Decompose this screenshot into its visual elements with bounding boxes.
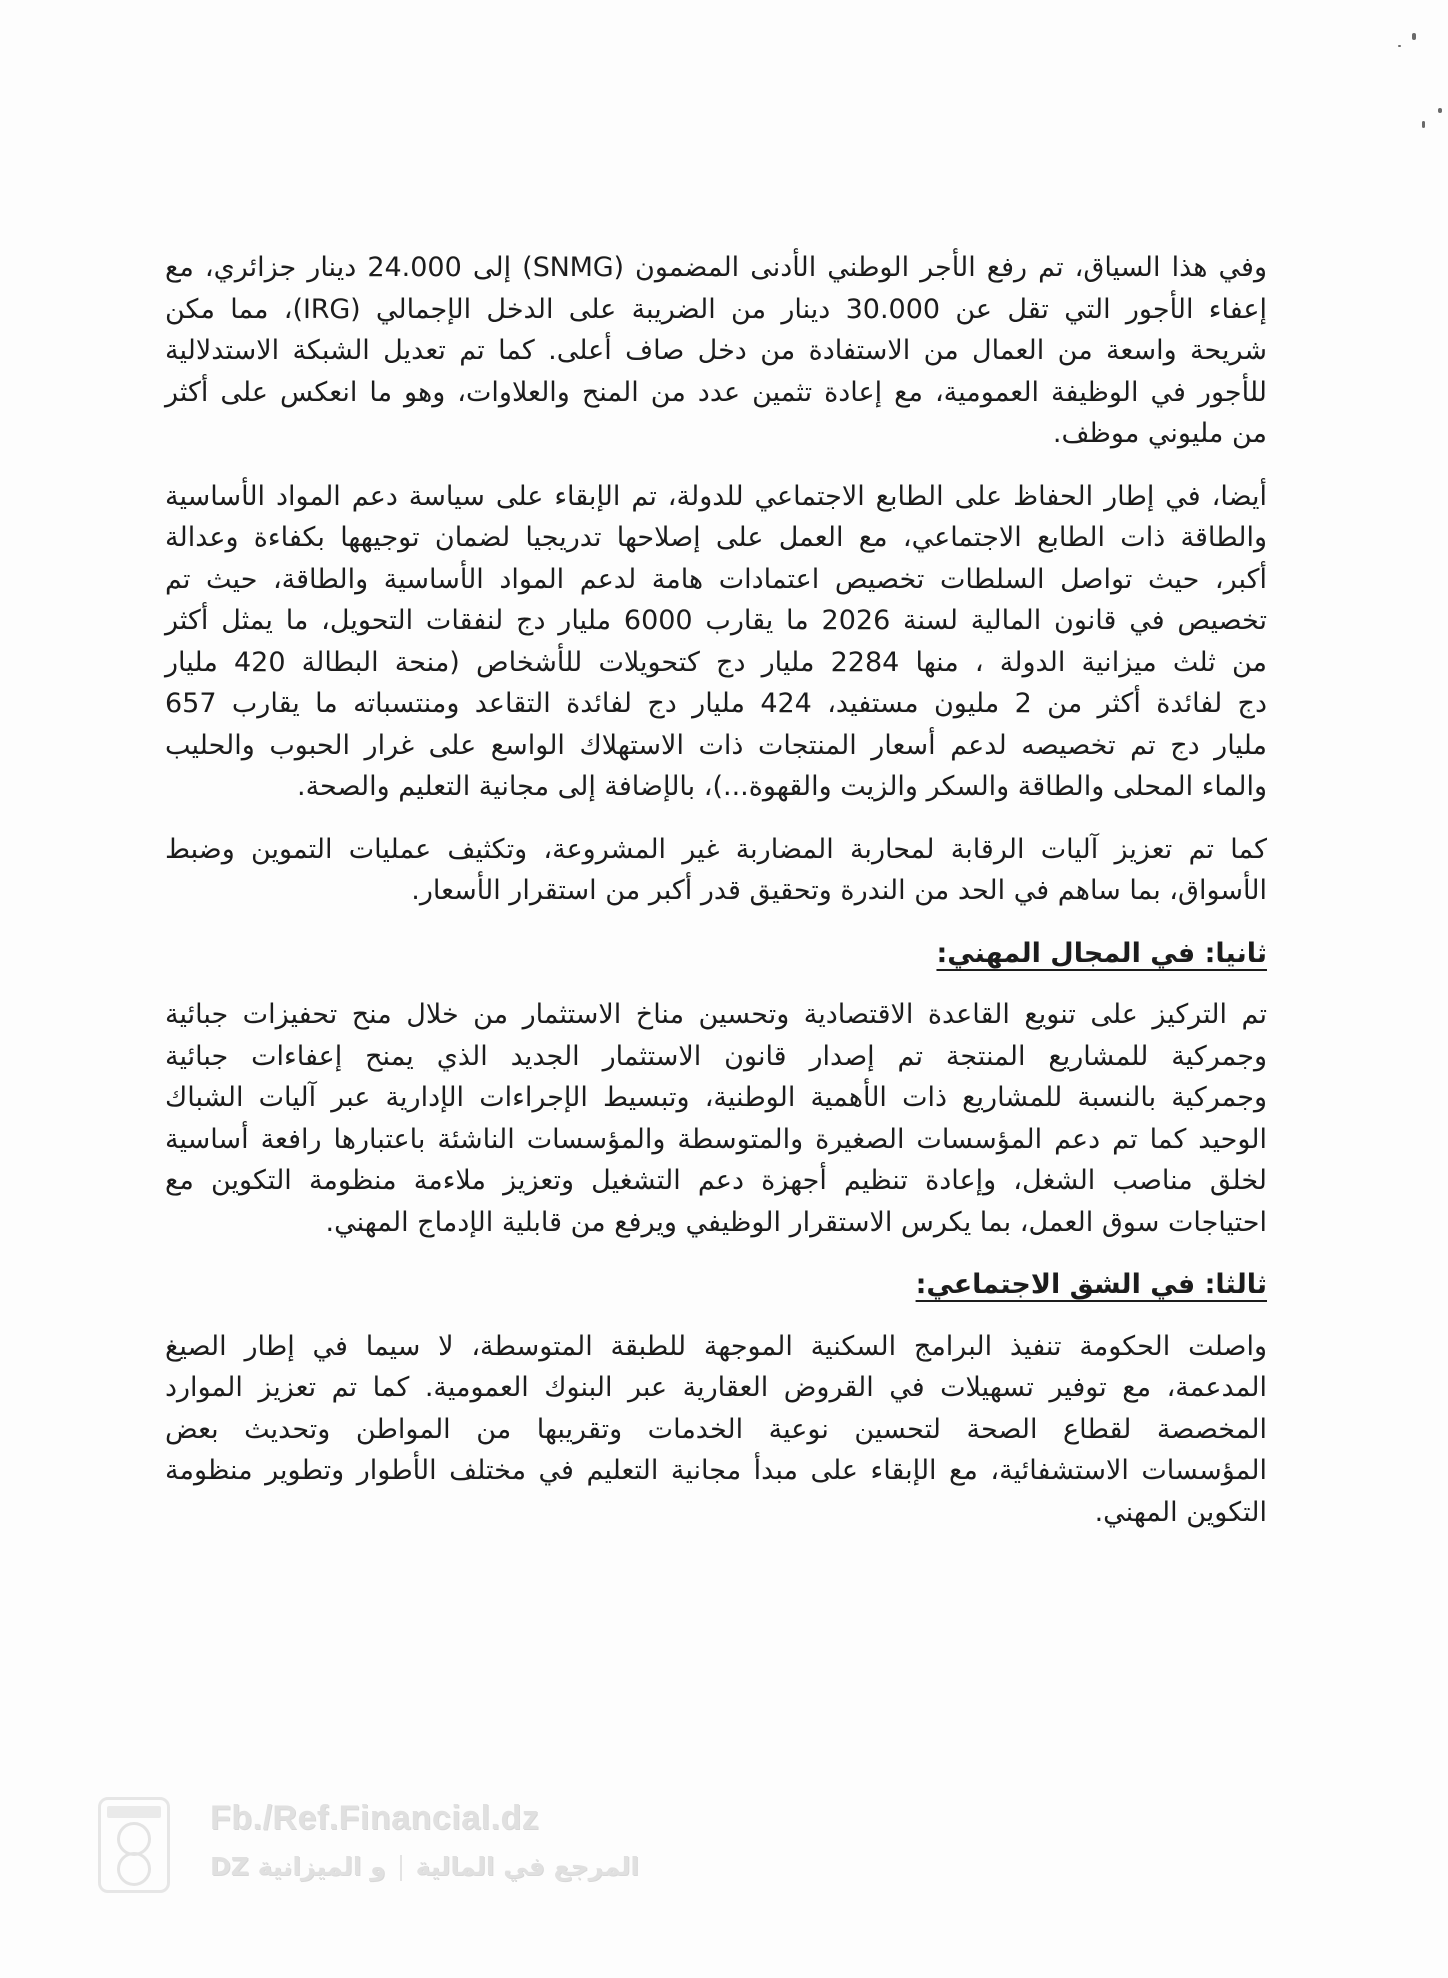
text-line: احتياجات سوق العمل، بما يكرس الاستقرار الوظيفي ويرفع من قابلية الإدماج المهني. <box>325 1206 1267 1238</box>
text-line: أيضا، في إطار الحفاظ على الطابع الاجتماعي للدولة، تم الإبقاء على سياسة دعم المواد الأساسية <box>165 480 1267 512</box>
text-line: من ثلث ميزانية الدولة ، منها 2284 مليار دج كتحويلات للأشخاص (منحة البطالة 420 مليار <box>165 646 1267 678</box>
text-line: تخصيص في قانون المالية لسنة 2026 ما يقارب 6000 مليار دج لنفقات التحويل، ما يمثل أكثر <box>165 605 1267 636</box>
scan-speck <box>1412 33 1416 40</box>
watermark-separator <box>400 1855 402 1881</box>
text-line: الوحيد كما تم دعم المؤسسات الصغيرة والمتوسطة والمؤسسات الناشئة باعتبارها رافعة أساسية <box>165 1123 1267 1155</box>
paragraph-market-control <box>165 829 1267 912</box>
watermark <box>98 1797 638 1907</box>
watermark-url: Fb./Ref.Financial.dz <box>210 1799 540 1837</box>
paragraph-subsidies <box>165 476 1267 808</box>
logo-ring <box>117 1822 151 1856</box>
text-line: دج لفائدة أكثر من 2 مليون مستفيد، 424 مليار دج لفائدة التقاعد ومنتسباته ما يقارب 657 <box>165 688 1267 719</box>
text-line: واصلت الحكومة تنفيذ البرامج السكنية الموجهة للطبقة المتوسطة، لا سيما في إطار الصيغ <box>165 1330 1267 1362</box>
text-line: للأجور في الوظيفة العمومية، مع إعادة تثمين عدد من المنح والعلاوات، وهو ما انعكس على أكثر <box>165 376 1267 408</box>
logo-ring <box>117 1852 151 1886</box>
text-line: الأسواق، بما ساهم في الحد من الندرة وتحقيق قدر أكبر من استقرار الأسعار. <box>411 875 1267 906</box>
logo-banner <box>107 1806 161 1818</box>
text-line: من مليوني موظف. <box>1052 418 1267 449</box>
text-line: وفي هذا السياق، تم رفع الأجر الوطني الأدنى المضمون (SNMG) إلى 24.000 دينار جزائري، مع <box>165 252 1267 283</box>
watermark-tagline <box>210 1852 639 1881</box>
scan-speck <box>1438 108 1442 113</box>
text-line: والطاقة ذات الطابع الاجتماعي، مع العمل على إصلاحها تدريجيا لضمان توجيهها بكفاءة وعدالة <box>165 522 1267 553</box>
text-line: شريحة واسعة من العمال من الاستفادة من دخل صاف أعلى. كما تم تعديل الشبكة الاستدلالية <box>165 335 1267 366</box>
text-line: إعفاء الأجور التي تقل عن 30.000 دينار من الضريبة على الدخل الإجمالي (IRG)، مما مكن <box>165 293 1268 325</box>
text-line: مليار دج تم تخصيصه لدعم أسعار المنتجات ذات الاستهلاك الواسع على غرار الحبوب والحليب <box>165 729 1267 761</box>
paragraph-housing-health <box>165 1326 1267 1534</box>
text-line: لخلق مناصب الشغل، وإعادة تنظيم أجهزة دعم التشغيل وتعزيز ملاءمة منظومة التكوين مع <box>165 1165 1267 1196</box>
scan-speck <box>1398 45 1401 47</box>
paragraph-minimum-wage <box>165 247 1267 455</box>
text-line: التكوين المهني. <box>1094 1496 1267 1528</box>
document-body <box>165 247 1267 1554</box>
section-heading-social: ثالثا: في الشق الاجتماعي: <box>915 1269 1267 1300</box>
text-line: المخصصة لقطاع الصحة لتحسين نوعية الخدمات وتقريبها من المواطن وتحديث بعض <box>165 1413 1267 1445</box>
scan-speck <box>1422 121 1425 128</box>
text-line: كما تم تعزيز آليات الرقابة لمحاربة المضاربة غير المشروعة، وتكثيف عمليات التموين وضبط <box>165 833 1267 865</box>
ref-financial-logo-icon <box>98 1797 170 1893</box>
watermark-tagline-part1: المرجع في المالية <box>415 1852 639 1881</box>
text-line: والماء المحلى والطاقة والسكر والزيت والقهوة...)، بالإضافة إلى مجانية التعليم والصحة. <box>296 771 1267 802</box>
paragraph-investment <box>165 994 1267 1243</box>
section-heading-professional: ثانيا: في المجال المهني: <box>936 937 1267 969</box>
text-line: وجمركية للمشاريع المنتجة تم إصدار قانون الاستثمار الجديد الذي يمنح إعفاءات جبائية <box>165 1040 1267 1072</box>
text-line: المدعمة، مع توفير تسهيلات في القروض العقارية عبر البنوك العمومية. كما تم تعزيز الموارد <box>165 1372 1267 1403</box>
text-line: وجمركية بالنسبة للمشاريع ذات الأهمية الوطنية، وتبسيط الإجراءات الإدارية عبر آليات الشباك <box>165 1082 1267 1113</box>
text-line: تم التركيز على تنويع القاعدة الاقتصادية وتحسين مناخ الاستثمار من خلال منح تحفيزات جبائية <box>165 999 1267 1030</box>
text-line: المؤسسات الاستشفائية، مع الإبقاء على مبدأ مجانية التعليم في مختلف الأطوار وتطوير منظومة <box>165 1455 1267 1486</box>
text-line: أكبر، حيث تواصل السلطات تخصيص اعتمادات هامة لدعم المواد الأساسية والطاقة، حيث تم <box>165 563 1267 595</box>
watermark-tagline-part2: و الميزانية DZ <box>210 1852 386 1881</box>
